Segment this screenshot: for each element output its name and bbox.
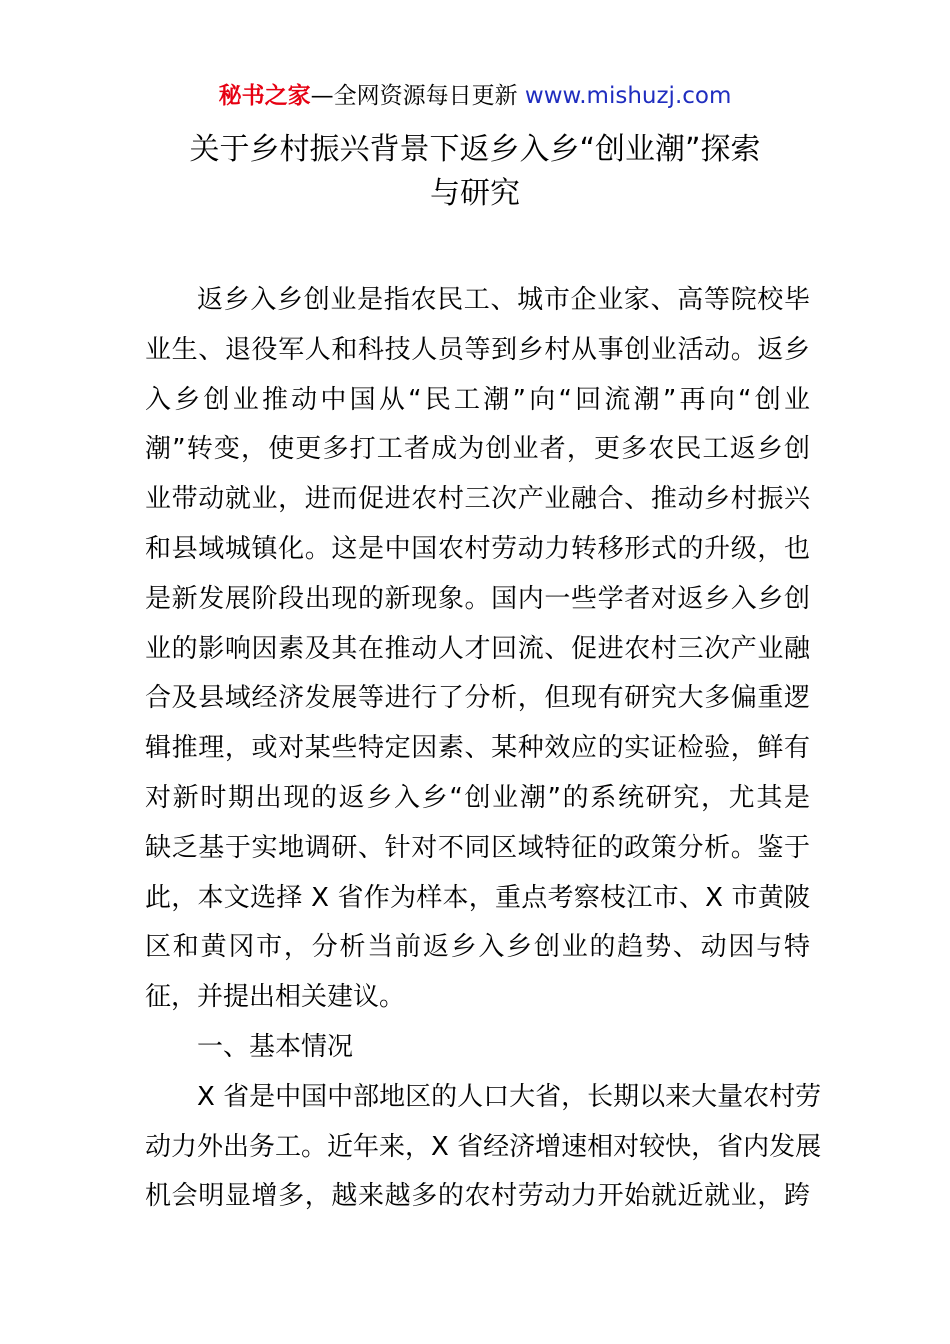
paragraph-line: 潮”转变，使更多打工者成为创业者，更多农民工返乡创	[145, 434, 810, 465]
paragraph-line: 缺乏基于实地调研、针对不同区域特征的政策分析。鉴于	[145, 832, 810, 863]
site-url-link[interactable]: www.mishuzj.com	[524, 83, 732, 109]
paragraph-line: 业生、退役军人和科技人员等到乡村从事创业活动。返乡	[145, 334, 810, 365]
paragraph-line: 合及县域经济发展等进行了分析，但现有研究大多偏重逻	[145, 683, 810, 714]
paragraph-line: 业的影响因素及其在推动人才回流、促进农村三次产业融	[145, 633, 810, 664]
document-body	[145, 276, 822, 1222]
document-title	[140, 128, 810, 216]
paragraph-line: 区和黄冈市，分析当前返乡入乡创业的趋势、动因与特	[145, 932, 810, 963]
paragraph-line: 此，本文选择 X 省作为样本，重点考察枝江市、X 市黄陂	[145, 882, 810, 913]
paragraph-line: 动力外出务工。近年来，X 省经济增速相对较快，省内发展	[145, 1131, 822, 1162]
section-heading: 一、基本情况	[197, 1031, 354, 1062]
paragraph-line: X 省是中国中部地区的人口大省，长期以来大量农村劳	[197, 1081, 822, 1112]
title-line: 关于乡村振兴背景下返乡入乡“创业潮”探索	[189, 132, 761, 167]
paragraph-line: 机会明显增多，越来越多的农村劳动力开始就近就业，跨	[145, 1181, 810, 1212]
site-brand: 秘书之家	[218, 83, 311, 109]
paragraph-line: 辑推理，或对某些特定因素、某种效应的实证检验，鲜有	[145, 733, 810, 764]
paragraph-line: 征，并提出相关建议。	[145, 982, 406, 1013]
paragraph-line: 业带动就业，进而促进农村三次产业融合、推动乡村振兴	[145, 484, 810, 515]
site-header	[0, 80, 950, 112]
title-line: 与研究	[430, 176, 520, 211]
site-tagline: —全网资源每日更新	[310, 83, 518, 109]
paragraph-line: 返乡入乡创业是指农民工、城市企业家、高等院校毕	[197, 285, 810, 315]
paragraph-line: 和县域城镇化。这是中国农村劳动力转移形式的升级，也	[145, 533, 810, 564]
paragraph-line: 是新发展阶段出现的新现象。国内一些学者对返乡入乡创	[145, 583, 810, 614]
paragraph-line: 对新时期出现的返乡入乡“创业潮”的系统研究，尤其是	[145, 782, 810, 813]
paragraph-line: 入乡创业推动中国从“民工潮”向“回流潮”再向“创业	[145, 384, 810, 415]
